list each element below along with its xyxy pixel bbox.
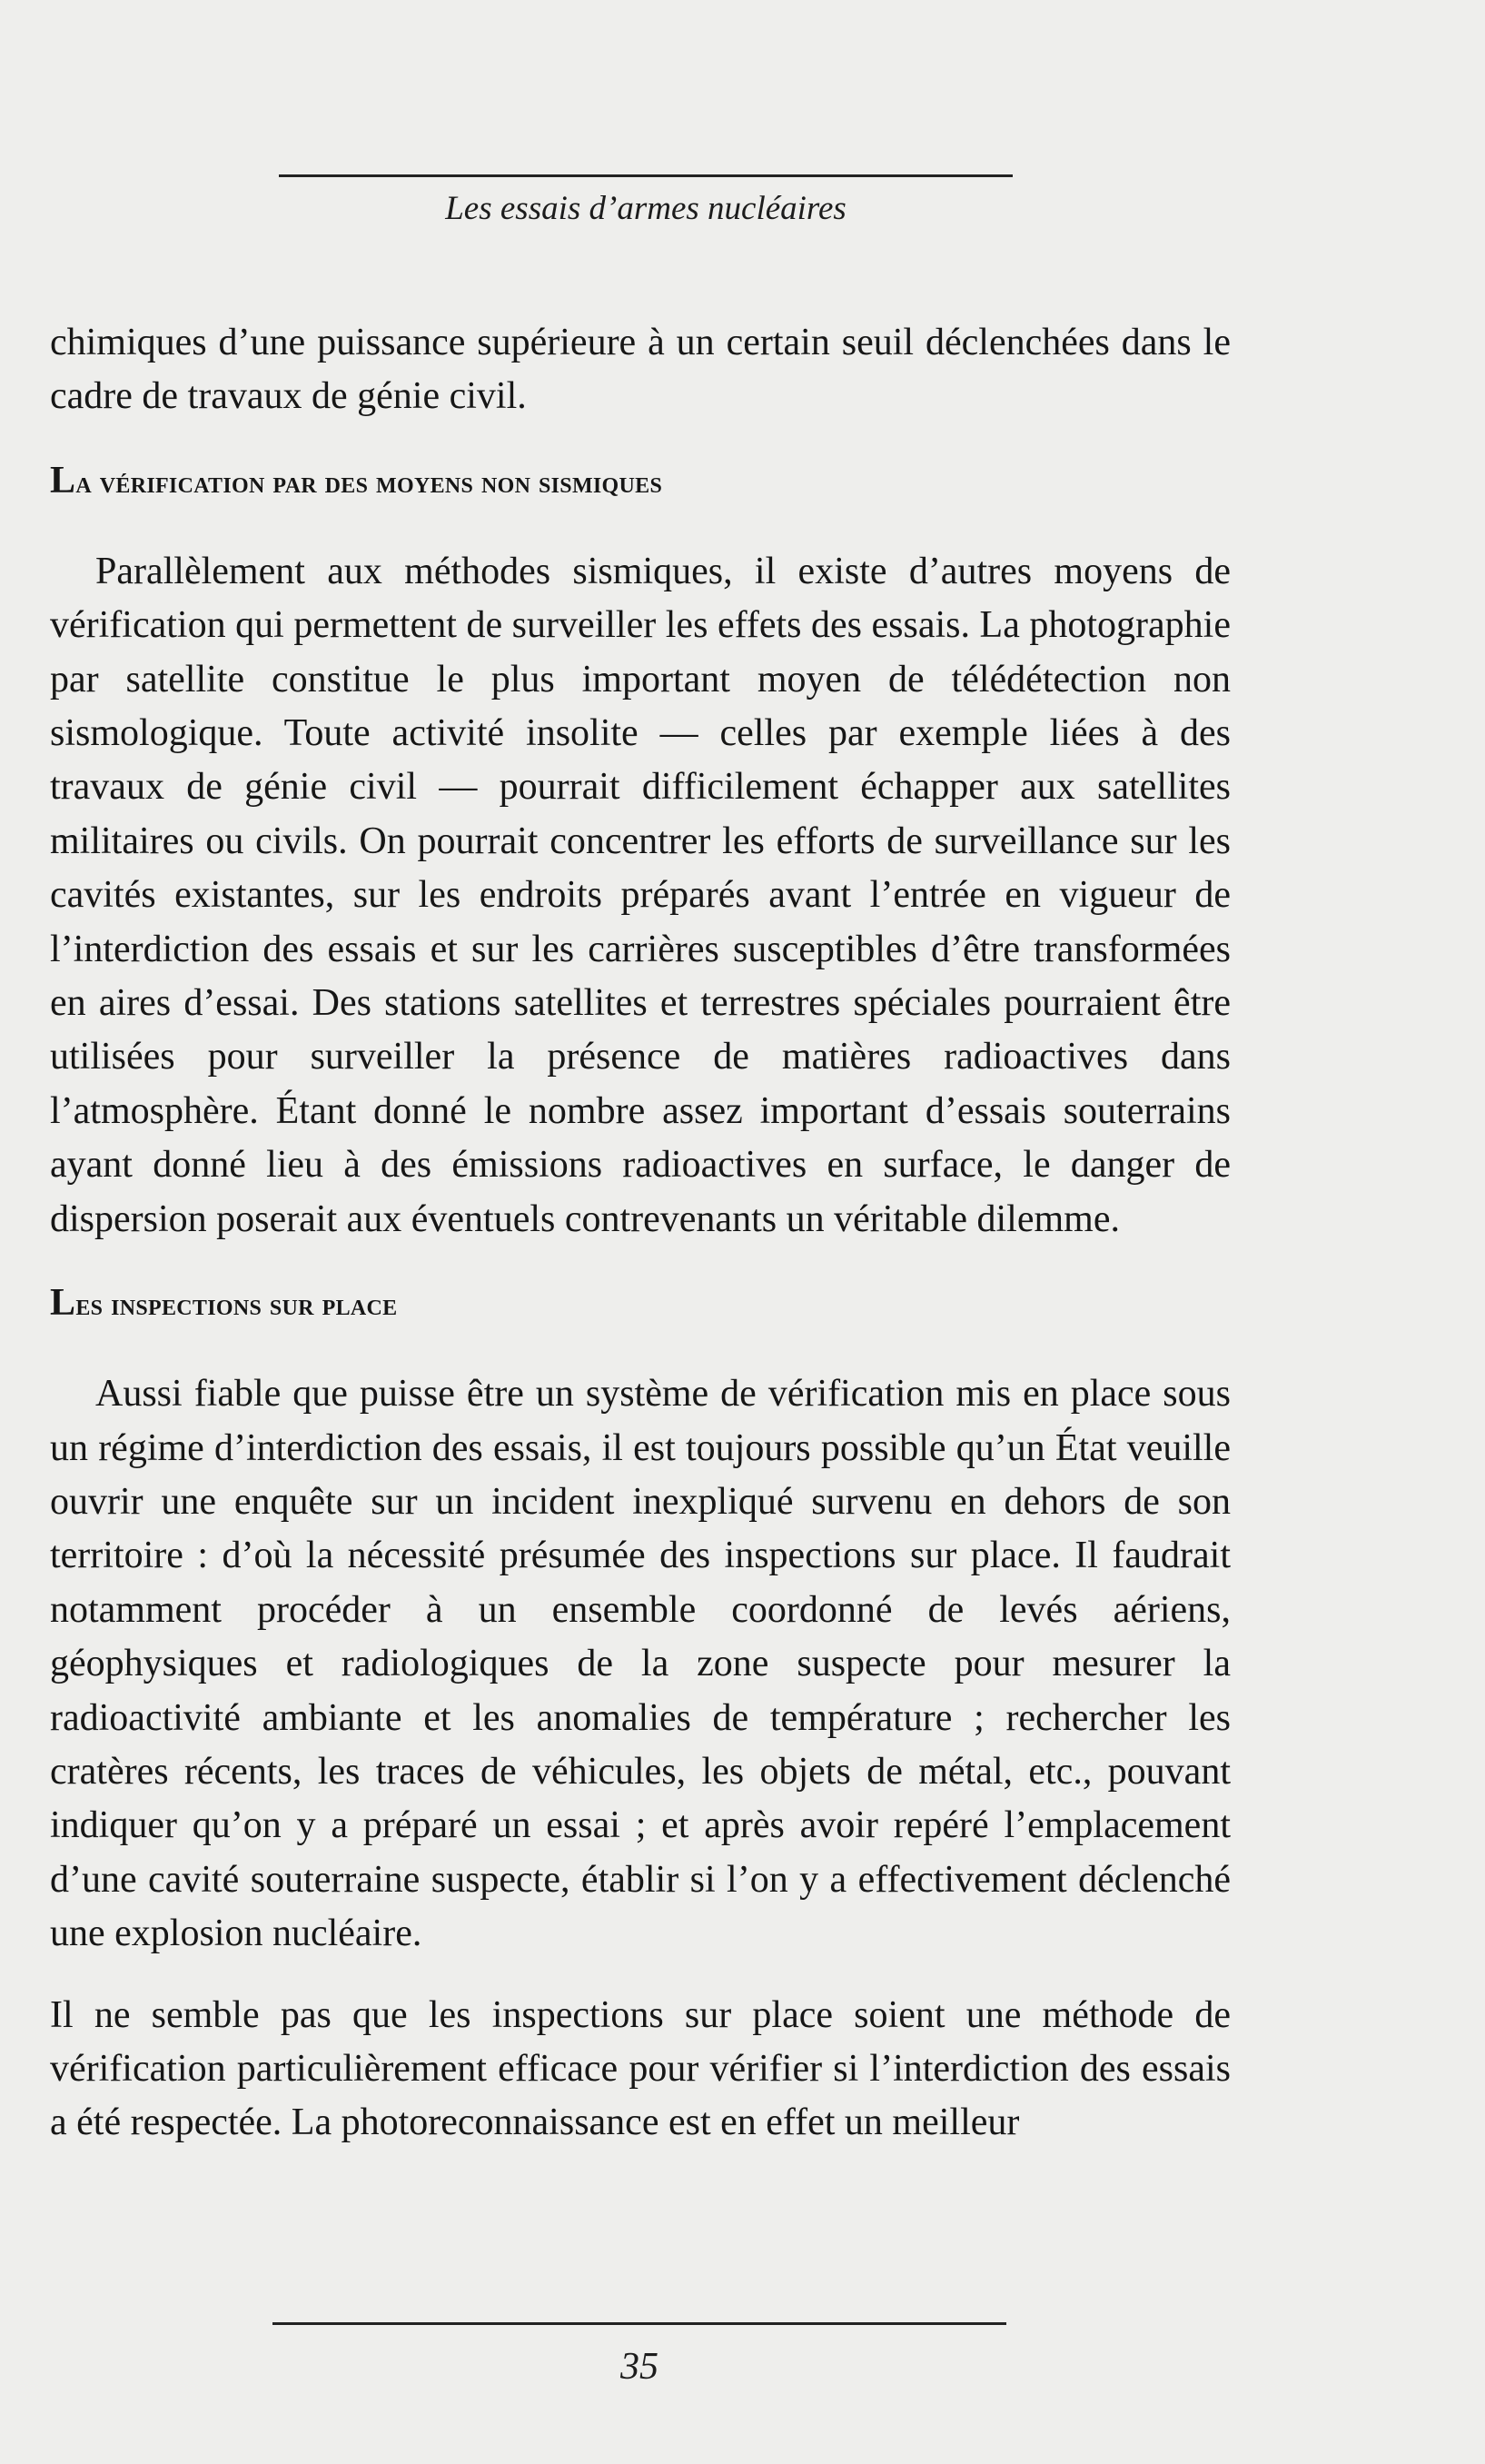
heading-initial: L xyxy=(50,1282,76,1325)
paragraph-non-seismic: Parallèlement aux méthodes sismiques, il existe d’autres moyens de vérification qui permettent de surveiller les effets des essais. La photographie par satellite constitue le plus important moyen de télédétection non sismologique. Toute activité insolite — celles par exemple liées à des travaux de génie civil — pourrait difficilement échapper aux satellites militaires ou civils. On pourrait concentrer les efforts de surveillance sur les cavités existantes, sur les endroits préparés avant l’entrée en vigueur de l’interdiction des essais et sur les carrières susceptibles d’être transformées en aires d’essai. Des stations satellites et terrestres spéciales pourraient être utilisées pour surveiller la présence de matières radioactives dans l’atmosphère. Étant donné le nombre assez important d’essais souterrains ayant donné lieu à des émissions radioactives en surface, le danger de dispersion poserait aux éventuels contrevenants un véritable dilemme. xyxy=(50,550,1231,1240)
footer-rule xyxy=(272,2322,1006,2325)
running-title: Les essais d’armes nucléaires xyxy=(445,190,846,227)
heading-text: a vérification par des moyens non sismiques xyxy=(75,465,663,500)
paragraph-inspections-1: Aussi fiable que puisse être un système de vérification mis en place sous un régime d’interdiction des essais, il est toujours possible qu’un État veuille ouvrir une enquête sur un incident inexpliqué survenu en dehors de son territoire : d’où la nécessité présumée des inspections sur place. Il faudrait notamment procéder à un ensemble coordonné de levés aériens, géophysiques et radiologiques de la zone suspecte pour mesurer la radioactivité ambiante et les anomalies de température ; rechercher les cratères récents, les traces de véhicules, les objets de métal, etc., pouvant indiquer qu’on y a préparé un essai ; et après avoir repéré l’emplacement d’une cavité souterraine suspecte, établir si l’on y a effectivement déclenché une explosion nucléaire. xyxy=(50,1373,1231,1955)
page-body xyxy=(50,316,1231,2151)
header-rule xyxy=(279,174,1013,177)
opening-paragraph: chimiques d’une puissance supérieure à un certain seuil déclenchées dans le cadre de travaux de génie civil. xyxy=(50,322,1231,418)
section-heading-on-site-inspections xyxy=(50,1282,1231,1325)
heading-text: es inspections sur place xyxy=(75,1288,398,1323)
page-number: 35 xyxy=(620,2346,658,2388)
heading-initial: L xyxy=(50,459,76,502)
section-heading-non-seismic-verification xyxy=(50,459,1231,502)
paragraph-inspections-2: Il ne semble pas que les inspections sur place soient une méthode de vérification particulièrement efficace pour vérifier si l’interdiction des essais a été respectée. La photoreconnaissance est en effet un meilleur xyxy=(50,1993,1231,2144)
